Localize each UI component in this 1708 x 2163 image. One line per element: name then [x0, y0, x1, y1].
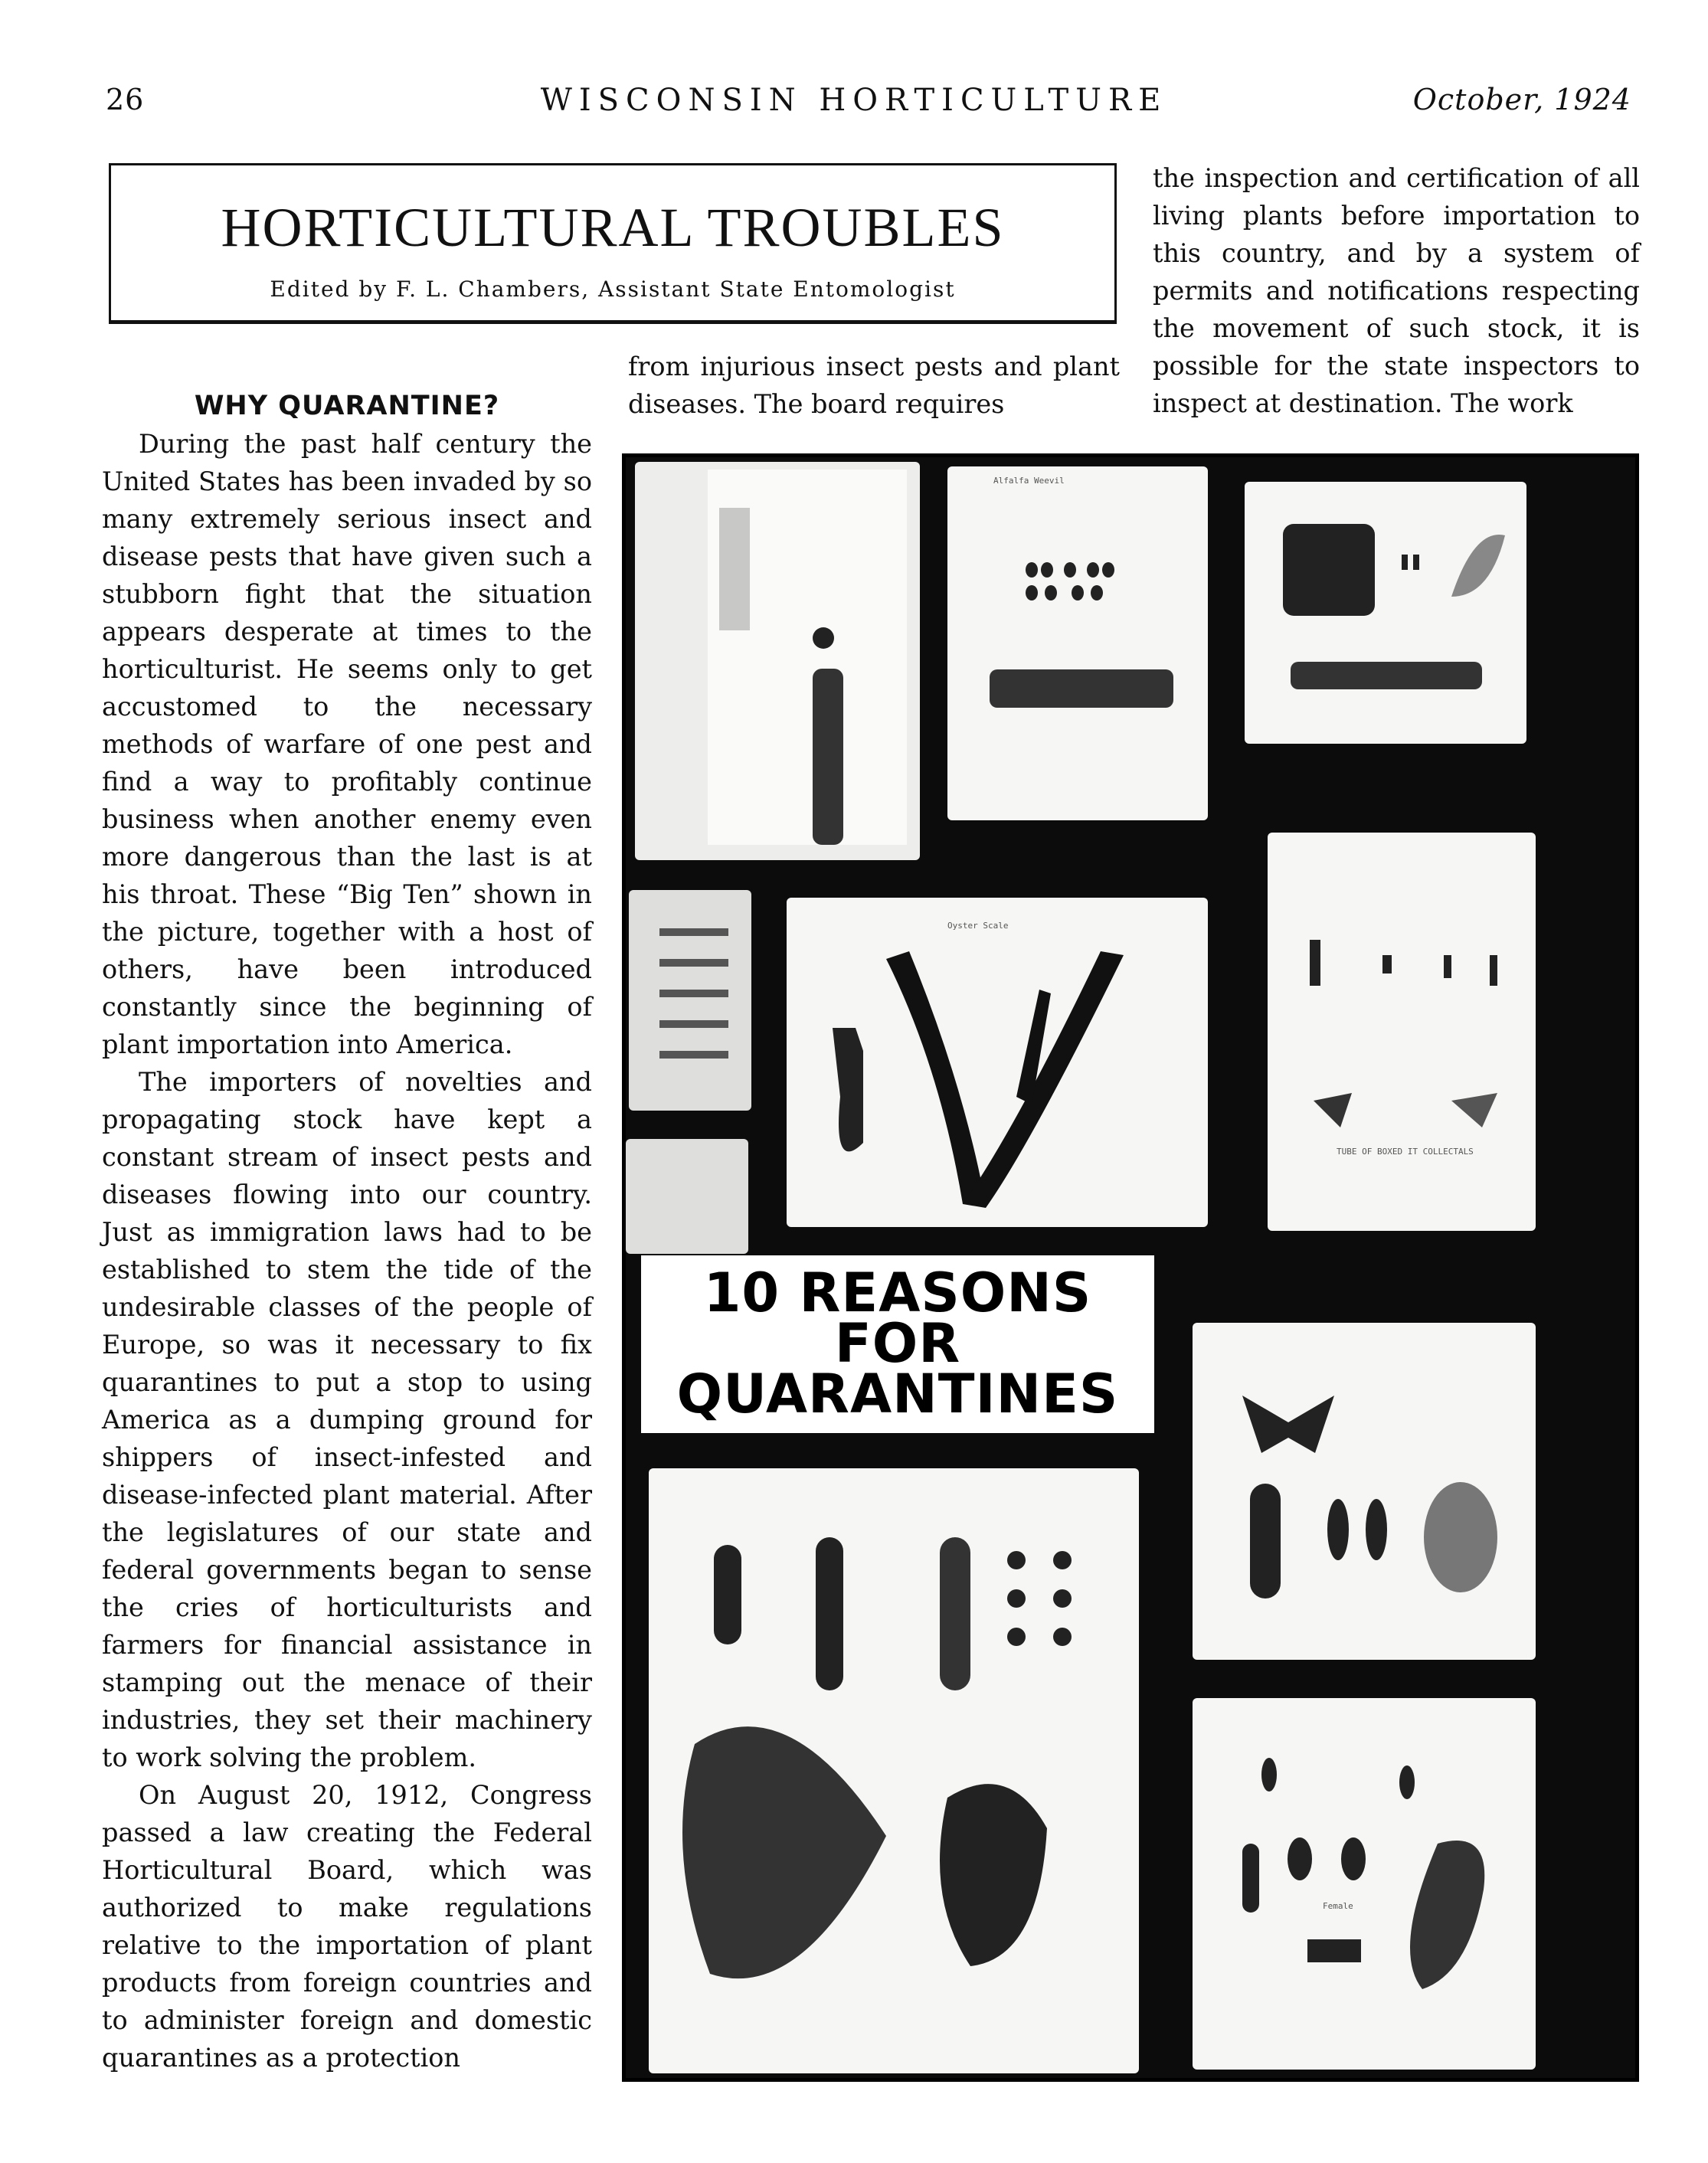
specimen-card-vial: [635, 462, 920, 860]
beetle-specimens: [1193, 1698, 1536, 2070]
article-column-2: [628, 348, 1120, 423]
card-label: Alfalfa Weevil: [993, 476, 1065, 486]
editor-credit: Edited by F. L. Chambers, Assistant State Entomologist: [270, 277, 956, 302]
paragraph: During the past half century the United States has been invaded by so many extremely serious insect and disease pests that have given such a stubborn fight that the situation appears desperate at times to the horticulturist. He seems only to get accustomed to the necessary methods of warfare of one pest and find a way to profitably continue business when another enemy even more dangerous than the last is at his throat. These “Big Ten” shown in the picture, together with a host of others, have been introduced constantly since the beginning of plant importation into America.: [102, 429, 592, 1059]
diseased-leaves: [649, 1468, 1139, 2073]
banner-line-1: 10 REASONS: [703, 1261, 1092, 1324]
publication-title: WISCONSIN HORTICULTURE: [540, 83, 1168, 118]
specimen-card-moth: [1268, 833, 1536, 1231]
section-title: HORTICULTURAL TROUBLES: [221, 197, 1005, 258]
tussock-moth-specimens: [1193, 1323, 1536, 1660]
vial-illustration: [635, 462, 920, 860]
specimen-card-beetle: [1193, 1698, 1536, 2070]
article-column-3: [1153, 159, 1640, 422]
banner-line-2: FOR: [834, 1312, 961, 1375]
specimen-card-alfalfa-weevil: [947, 466, 1208, 820]
borer-specimens: [1245, 482, 1526, 744]
paragraph: from injurious insect pests and plant diseases. The board requires: [628, 352, 1120, 419]
specimen-card-tussock-moth: [1193, 1323, 1536, 1660]
specimen-card-leaf-disease: [649, 1468, 1139, 2073]
issue-date: October, 1924: [1412, 83, 1631, 116]
card-label: Female: [1323, 1901, 1353, 1911]
paragraph: The importers of novelties and propagating stock have kept a constant stream of insect pests and diseases flowing into our country. Just as immigration laws had to be established to stem the tide of the undesirable classes of the people of Europe, so was it necessary to fix quarantines to put a stop to using America as a dumping ground for shippers of insect-infested and disease-infected plant material. After the legislatures of our state and federal governments began to sense the cries of horticulturists and farmers for financial assistance in stamping out the menace of their industries, they set their machinery to work solving the problem.: [102, 1067, 592, 1772]
specimen-card-oyster-scale: [787, 898, 1208, 1227]
specimen-photograph: [622, 453, 1639, 2082]
specimen-card-label: [626, 1139, 748, 1254]
page-number: 26: [106, 83, 145, 116]
small-specimens: [629, 890, 751, 1111]
section-title-box: [109, 163, 1117, 324]
paragraph: the inspection and certification of all living plants before importation to this country, and by a system of permits and notifications respecting the movement of such stock, it is possible for the state inspectors to inspect at destination. The work: [1153, 163, 1640, 418]
moth-specimens: [1268, 833, 1536, 1231]
specimen-card-small: [629, 890, 751, 1111]
specimen-card-borer: [1245, 482, 1526, 744]
quarantine-banner: [641, 1255, 1154, 1433]
article-column-1: [102, 387, 592, 2076]
weevil-specimens: [947, 466, 1208, 820]
paragraph: On August 20, 1912, Congress passed a law creating the Federal Horticultural Board, which was authorized to make regulations relative to the importation of plant products from foreign countries and to administer foreign and domestic quarantines as a protection: [102, 1780, 592, 2073]
oyster-scale-twigs: [787, 898, 1208, 1227]
card-label: Oyster Scale: [947, 921, 1009, 931]
banner-line-3: QUARANTINES: [676, 1363, 1119, 1425]
card-label: TUBE OF BOXED IT COLLECTALS: [1337, 1147, 1474, 1157]
article-heading: WHY QUARANTINE?: [194, 391, 500, 421]
